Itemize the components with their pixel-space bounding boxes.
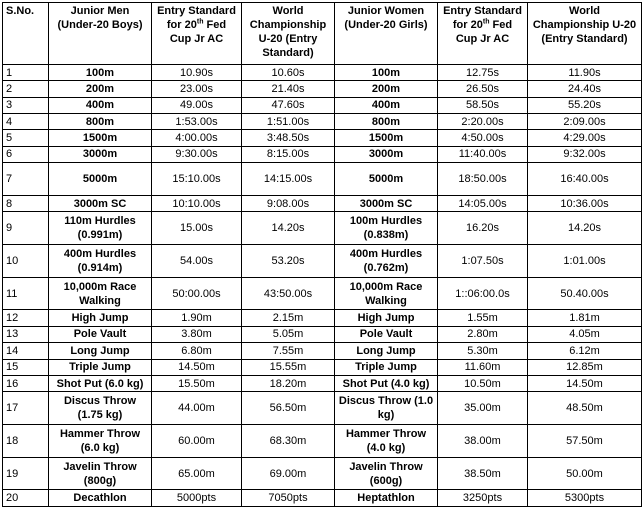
women-world-value: 4:29.00s bbox=[528, 130, 642, 146]
women-world-value: 24.40s bbox=[528, 81, 642, 97]
women-event: Javelin Throw (600g) bbox=[335, 457, 438, 490]
header-men-fed-cup bbox=[152, 3, 242, 65]
table-row bbox=[3, 326, 642, 342]
header-men-fed-cup-text-a: Entry Standard for 20 bbox=[157, 5, 236, 31]
men-event: Shot Put (6.0 kg) bbox=[49, 375, 152, 391]
women-world-value: 5300pts bbox=[528, 490, 642, 507]
women-fed-cup-value: 58.50s bbox=[438, 97, 528, 113]
men-event: 400m Hurdles (0.914m) bbox=[49, 244, 152, 277]
men-fed-cup-value: 9:30.00s bbox=[152, 146, 242, 162]
men-fed-cup-value: 60.00m bbox=[152, 424, 242, 457]
men-fed-cup-value: 6.80m bbox=[152, 343, 242, 359]
sno-cell: 3 bbox=[3, 97, 49, 113]
header-men-fed-cup-sup: th bbox=[196, 18, 204, 26]
table-row bbox=[3, 130, 642, 146]
sno-cell: 18 bbox=[3, 424, 49, 457]
sno-cell: 12 bbox=[3, 310, 49, 326]
women-fed-cup-value: 26.50s bbox=[438, 81, 528, 97]
men-world-value: 47.60s bbox=[242, 97, 335, 113]
women-world-value: 4.05m bbox=[528, 326, 642, 342]
men-event: Decathlon bbox=[49, 490, 152, 507]
header-women-fed-cup bbox=[438, 3, 528, 65]
sno-cell: 9 bbox=[3, 212, 49, 245]
women-event: 200m bbox=[335, 81, 438, 97]
header-row bbox=[3, 3, 642, 65]
women-event: Shot Put (4.0 kg) bbox=[335, 375, 438, 391]
men-fed-cup-value: 10.90s bbox=[152, 65, 242, 81]
women-event: 5000m bbox=[335, 163, 438, 196]
men-event: High Jump bbox=[49, 310, 152, 326]
men-event: Javelin Throw (800g) bbox=[49, 457, 152, 490]
women-world-value: 6.12m bbox=[528, 343, 642, 359]
sno-cell: 2 bbox=[3, 81, 49, 97]
table-row bbox=[3, 97, 642, 113]
women-fed-cup-value: 1.55m bbox=[438, 310, 528, 326]
women-event: Triple Jump bbox=[335, 359, 438, 375]
men-fed-cup-value: 23.00s bbox=[152, 81, 242, 97]
table-row bbox=[3, 277, 642, 310]
women-event: 800m bbox=[335, 114, 438, 130]
women-world-value: 55.20s bbox=[528, 97, 642, 113]
table-row bbox=[3, 146, 642, 162]
women-event: 3000m SC bbox=[335, 195, 438, 211]
table-row bbox=[3, 195, 642, 211]
women-world-value: 50.00m bbox=[528, 457, 642, 490]
men-world-value: 15.55m bbox=[242, 359, 335, 375]
men-world-value: 14:15.00s bbox=[242, 163, 335, 196]
men-event: 1500m bbox=[49, 130, 152, 146]
women-world-value: 14.20s bbox=[528, 212, 642, 245]
men-fed-cup-value: 50:00.00s bbox=[152, 277, 242, 310]
women-event: High Jump bbox=[335, 310, 438, 326]
women-event: 3000m bbox=[335, 146, 438, 162]
women-fed-cup-value: 5.30m bbox=[438, 343, 528, 359]
women-fed-cup-value: 38.50m bbox=[438, 457, 528, 490]
men-fed-cup-value: 10:10.00s bbox=[152, 195, 242, 211]
header-junior-men: Junior Men (Under-20 Boys) bbox=[49, 3, 152, 65]
women-fed-cup-value: 14:05.00s bbox=[438, 195, 528, 211]
women-event: 400m Hurdles (0.762m) bbox=[335, 244, 438, 277]
women-world-value: 1:01.00s bbox=[528, 244, 642, 277]
men-world-value: 18.20m bbox=[242, 375, 335, 391]
women-fed-cup-value: 12.75s bbox=[438, 65, 528, 81]
sno-cell: 6 bbox=[3, 146, 49, 162]
women-world-value: 50.40.00s bbox=[528, 277, 642, 310]
men-event: 3000m bbox=[49, 146, 152, 162]
men-world-value: 7050pts bbox=[242, 490, 335, 507]
women-world-value: 57.50m bbox=[528, 424, 642, 457]
table-row bbox=[3, 114, 642, 130]
sno-cell: 8 bbox=[3, 195, 49, 211]
women-fed-cup-value: 3250pts bbox=[438, 490, 528, 507]
women-fed-cup-value: 35.00m bbox=[438, 392, 528, 425]
women-world-value: 1.81m bbox=[528, 310, 642, 326]
women-world-value: 12.85m bbox=[528, 359, 642, 375]
header-junior-women: Junior Women (Under-20 Girls) bbox=[335, 3, 438, 65]
men-event: 200m bbox=[49, 81, 152, 97]
men-world-value: 21.40s bbox=[242, 81, 335, 97]
men-event: 100m bbox=[49, 65, 152, 81]
men-fed-cup-value: 15:10.00s bbox=[152, 163, 242, 196]
men-event: Pole Vault bbox=[49, 326, 152, 342]
women-world-value: 11.90s bbox=[528, 65, 642, 81]
men-world-value: 5.05m bbox=[242, 326, 335, 342]
table-row bbox=[3, 212, 642, 245]
men-event: 10,000m Race Walking bbox=[49, 277, 152, 310]
women-fed-cup-value: 11:40.00s bbox=[438, 146, 528, 162]
women-fed-cup-value: 38.00m bbox=[438, 424, 528, 457]
men-world-value: 9:08.00s bbox=[242, 195, 335, 211]
women-event: 400m bbox=[335, 97, 438, 113]
women-fed-cup-value: 16.20s bbox=[438, 212, 528, 245]
sno-cell: 4 bbox=[3, 114, 49, 130]
men-fed-cup-value: 3.80m bbox=[152, 326, 242, 342]
women-world-value: 48.50m bbox=[528, 392, 642, 425]
women-world-value: 10:36.00s bbox=[528, 195, 642, 211]
men-event: Discus Throw (1.75 kg) bbox=[49, 392, 152, 425]
sno-cell: 14 bbox=[3, 343, 49, 359]
women-event: Hammer Throw (4.0 kg) bbox=[335, 424, 438, 457]
women-event: 100m bbox=[335, 65, 438, 81]
header-men-fed-cup-text-b: Fed Cup Jr AC bbox=[169, 19, 227, 45]
men-fed-cup-value: 54.00s bbox=[152, 244, 242, 277]
table-row bbox=[3, 65, 642, 81]
men-world-value: 3:48.50s bbox=[242, 130, 335, 146]
women-fed-cup-value: 10.50m bbox=[438, 375, 528, 391]
sno-cell: 11 bbox=[3, 277, 49, 310]
women-event: 100m Hurdles (0.838m) bbox=[335, 212, 438, 245]
men-event: 5000m bbox=[49, 163, 152, 196]
women-fed-cup-value: 1:07.50s bbox=[438, 244, 528, 277]
entry-standards-table bbox=[2, 2, 642, 507]
women-world-value: 16:40.00s bbox=[528, 163, 642, 196]
men-fed-cup-value: 1:53.00s bbox=[152, 114, 242, 130]
men-event: 800m bbox=[49, 114, 152, 130]
men-world-value: 69.00m bbox=[242, 457, 335, 490]
women-world-value: 2:09.00s bbox=[528, 114, 642, 130]
women-fed-cup-value: 4:50.00s bbox=[438, 130, 528, 146]
men-event: 3000m SC bbox=[49, 195, 152, 211]
women-event: Heptathlon bbox=[335, 490, 438, 507]
men-event: 110m Hurdles (0.991m) bbox=[49, 212, 152, 245]
men-fed-cup-value: 15.00s bbox=[152, 212, 242, 245]
men-fed-cup-value: 65.00m bbox=[152, 457, 242, 490]
men-world-value: 8:15.00s bbox=[242, 146, 335, 162]
header-women-fed-cup-text-a: Entry Standard for 20 bbox=[443, 5, 522, 31]
men-fed-cup-value: 4:00.00s bbox=[152, 130, 242, 146]
men-world-value: 43:50.00s bbox=[242, 277, 335, 310]
women-event: Discus Throw (1.0 kg) bbox=[335, 392, 438, 425]
women-event: Pole Vault bbox=[335, 326, 438, 342]
table-row bbox=[3, 81, 642, 97]
sno-cell: 20 bbox=[3, 490, 49, 507]
men-world-value: 56.50m bbox=[242, 392, 335, 425]
men-world-value: 68.30m bbox=[242, 424, 335, 457]
table-row bbox=[3, 375, 642, 391]
table-row bbox=[3, 244, 642, 277]
header-men-world-championship: World Championship U-20 (Entry Standard) bbox=[242, 3, 335, 65]
men-world-value: 2.15m bbox=[242, 310, 335, 326]
table-row bbox=[3, 424, 642, 457]
men-fed-cup-value: 14.50m bbox=[152, 359, 242, 375]
sno-cell: 13 bbox=[3, 326, 49, 342]
men-fed-cup-value: 1.90m bbox=[152, 310, 242, 326]
sno-cell: 5 bbox=[3, 130, 49, 146]
header-sno: S.No. bbox=[3, 3, 49, 65]
table-row bbox=[3, 490, 642, 507]
header-women-world-championship: World Championship U-20 (Entry Standard) bbox=[528, 3, 642, 65]
sno-cell: 1 bbox=[3, 65, 49, 81]
men-world-value: 10.60s bbox=[242, 65, 335, 81]
sno-cell: 10 bbox=[3, 244, 49, 277]
men-fed-cup-value: 15.50m bbox=[152, 375, 242, 391]
men-world-value: 14.20s bbox=[242, 212, 335, 245]
table-row bbox=[3, 163, 642, 196]
header-women-fed-cup-text-b: Fed Cup Jr AC bbox=[455, 19, 513, 45]
table-row bbox=[3, 343, 642, 359]
women-event: 10,000m Race Walking bbox=[335, 277, 438, 310]
men-fed-cup-value: 5000pts bbox=[152, 490, 242, 507]
women-world-value: 14.50m bbox=[528, 375, 642, 391]
sno-cell: 19 bbox=[3, 457, 49, 490]
women-event: Long Jump bbox=[335, 343, 438, 359]
men-world-value: 1:51.00s bbox=[242, 114, 335, 130]
sno-cell: 17 bbox=[3, 392, 49, 425]
women-fed-cup-value: 18:50.00s bbox=[438, 163, 528, 196]
sno-cell: 15 bbox=[3, 359, 49, 375]
men-fed-cup-value: 49.00s bbox=[152, 97, 242, 113]
women-fed-cup-value: 1::06:00.0s bbox=[438, 277, 528, 310]
header-women-fed-cup-sup: th bbox=[482, 18, 490, 26]
women-fed-cup-value: 2:20.00s bbox=[438, 114, 528, 130]
men-event: 400m bbox=[49, 97, 152, 113]
table-row bbox=[3, 310, 642, 326]
men-world-value: 53.20s bbox=[242, 244, 335, 277]
women-fed-cup-value: 11.60m bbox=[438, 359, 528, 375]
men-event: Long Jump bbox=[49, 343, 152, 359]
men-event: Triple Jump bbox=[49, 359, 152, 375]
men-event: Hammer Throw (6.0 kg) bbox=[49, 424, 152, 457]
women-world-value: 9:32.00s bbox=[528, 146, 642, 162]
men-fed-cup-value: 44.00m bbox=[152, 392, 242, 425]
table-row bbox=[3, 457, 642, 490]
women-fed-cup-value: 2.80m bbox=[438, 326, 528, 342]
sno-cell: 16 bbox=[3, 375, 49, 391]
table-row bbox=[3, 392, 642, 425]
sno-cell: 7 bbox=[3, 163, 49, 196]
men-world-value: 7.55m bbox=[242, 343, 335, 359]
table-row bbox=[3, 359, 642, 375]
women-event: 1500m bbox=[335, 130, 438, 146]
